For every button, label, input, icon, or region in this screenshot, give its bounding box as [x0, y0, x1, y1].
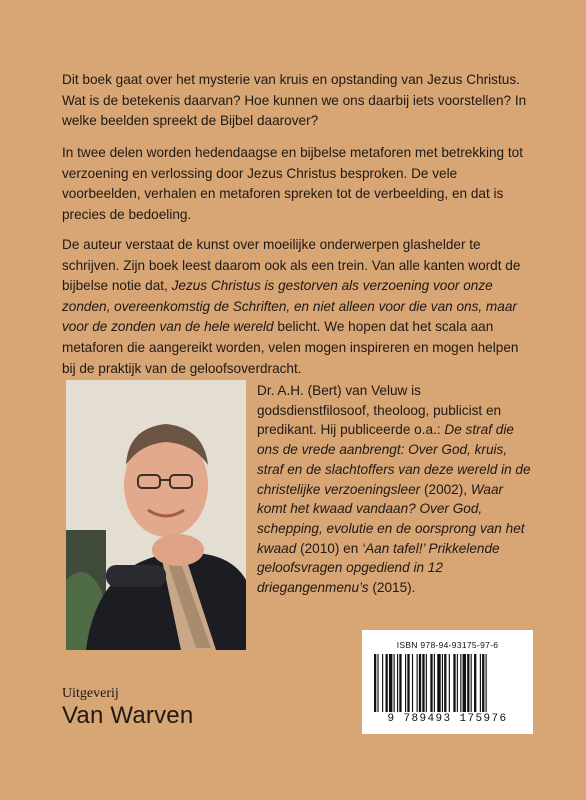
barcode-bar	[422, 654, 424, 712]
ean-digits: 9 789493 175976	[387, 713, 508, 725]
barcode-bar	[457, 654, 458, 712]
barcode-bar	[430, 654, 432, 712]
barcode-bar	[417, 654, 418, 712]
barcode-bar	[442, 654, 443, 712]
barcode-bar	[426, 654, 427, 712]
barcode-bar	[397, 654, 398, 712]
author-bio	[257, 381, 532, 598]
isbn-number: ISBN 978-94-93175-97-6	[396, 640, 499, 650]
barcode-bar	[480, 654, 481, 712]
publisher-label: Uitgeverij	[62, 686, 119, 701]
bio-title-3: ‘Aan tafel!’ Prikkelende geloofsvragen opgediend in 12 driegangenmenu’s	[257, 540, 500, 596]
author-paragraph-part2: belicht. We hopen dat het scala aan metaforen die aangereikt worden, velen mogen inspireren en mogen helpen bij de praktijk van de geloofsoverdracht.	[62, 319, 519, 376]
barcode-bar	[394, 654, 395, 712]
bio-title-2: Waar komt het kwaad vandaan? Over God, schepping, evolutie en de oorsprong van het kwaad	[257, 481, 525, 556]
author-paragraph	[62, 235, 532, 379]
barcode-bar	[419, 654, 421, 712]
barcode-bar	[377, 654, 378, 712]
bio-text-3: (2010) en	[296, 540, 363, 556]
bio-text-2: (2002),	[420, 481, 471, 497]
bio-text-4: (2015).	[368, 580, 416, 596]
author-portrait-illustration	[66, 380, 246, 650]
barcode-bar	[460, 654, 461, 712]
bio-text-1: Dr. A.H. (Bert) van Veluw is godsdienstfilosoof, theoloog, publicist en predikant. Hij publiceerde o.a.:	[257, 383, 502, 438]
barcode-bar	[444, 654, 446, 712]
barcode-bar	[474, 654, 476, 712]
barcode-bar	[463, 654, 466, 712]
intro-paragraph: Dit boek gaat over het mysterie van kruis en opstanding van Jezus Christus. Wat is de betekenis daarvan? Hoe kunnen we ons daarbij iets voorstellen? In welke beelden spreekt de Bijbel daarover?	[62, 72, 527, 129]
bio-title-1: De straf die ons de vrede aanbrengt: Over God, kruis, straf en de slachtoffers van deze wereld in de christelijke verzoeningsleer	[257, 422, 531, 497]
barcode-bar	[374, 654, 376, 712]
scripture-quote: Jezus Christus is gestorven als verzoening voor onze zonden, overeenkomstig de Schriften, en niet alleen voor die van ons, maar voor de zonden van de hele wereld	[62, 278, 517, 335]
barcode-bar	[486, 654, 487, 712]
barcode-bar	[399, 654, 401, 712]
publisher-name: Van Warven	[62, 702, 194, 729]
barcode-bar	[412, 654, 413, 712]
barcode-bar	[407, 654, 409, 712]
barcode-bar	[467, 654, 469, 712]
publisher-logo	[62, 686, 193, 730]
author-paragraph-part1: De auteur verstaat de kunst over moeilijke onderwerpen glashelder te schrijven. Zijn boek leest daarom ook als een trein. Van alle kanten wordt de bijbelse notie dat,	[62, 237, 521, 294]
barcode-bar	[389, 654, 392, 712]
barcode-bar	[449, 654, 450, 712]
content-paragraph: In twee delen worden hedendaagse en bijbelse metaforen met betrekking tot verzoening en verlossing door Jezus Christus besproken. De vele voorbeelden, verhalen en metaforen spreken tot de verbeelding, en dat is precies de bedoeling.	[62, 145, 523, 222]
barcode-bar	[453, 654, 455, 712]
barcode-bar	[405, 654, 406, 712]
isbn-barcode	[362, 630, 533, 734]
barcode-bar	[471, 654, 472, 712]
barcode-bar	[437, 654, 440, 712]
barcode-bar	[482, 654, 484, 712]
barcode-bar	[386, 654, 388, 712]
author-photo	[66, 380, 246, 650]
barcode-bars	[372, 654, 523, 712]
barcode-bar	[382, 654, 383, 712]
barcode-bar	[434, 654, 435, 712]
